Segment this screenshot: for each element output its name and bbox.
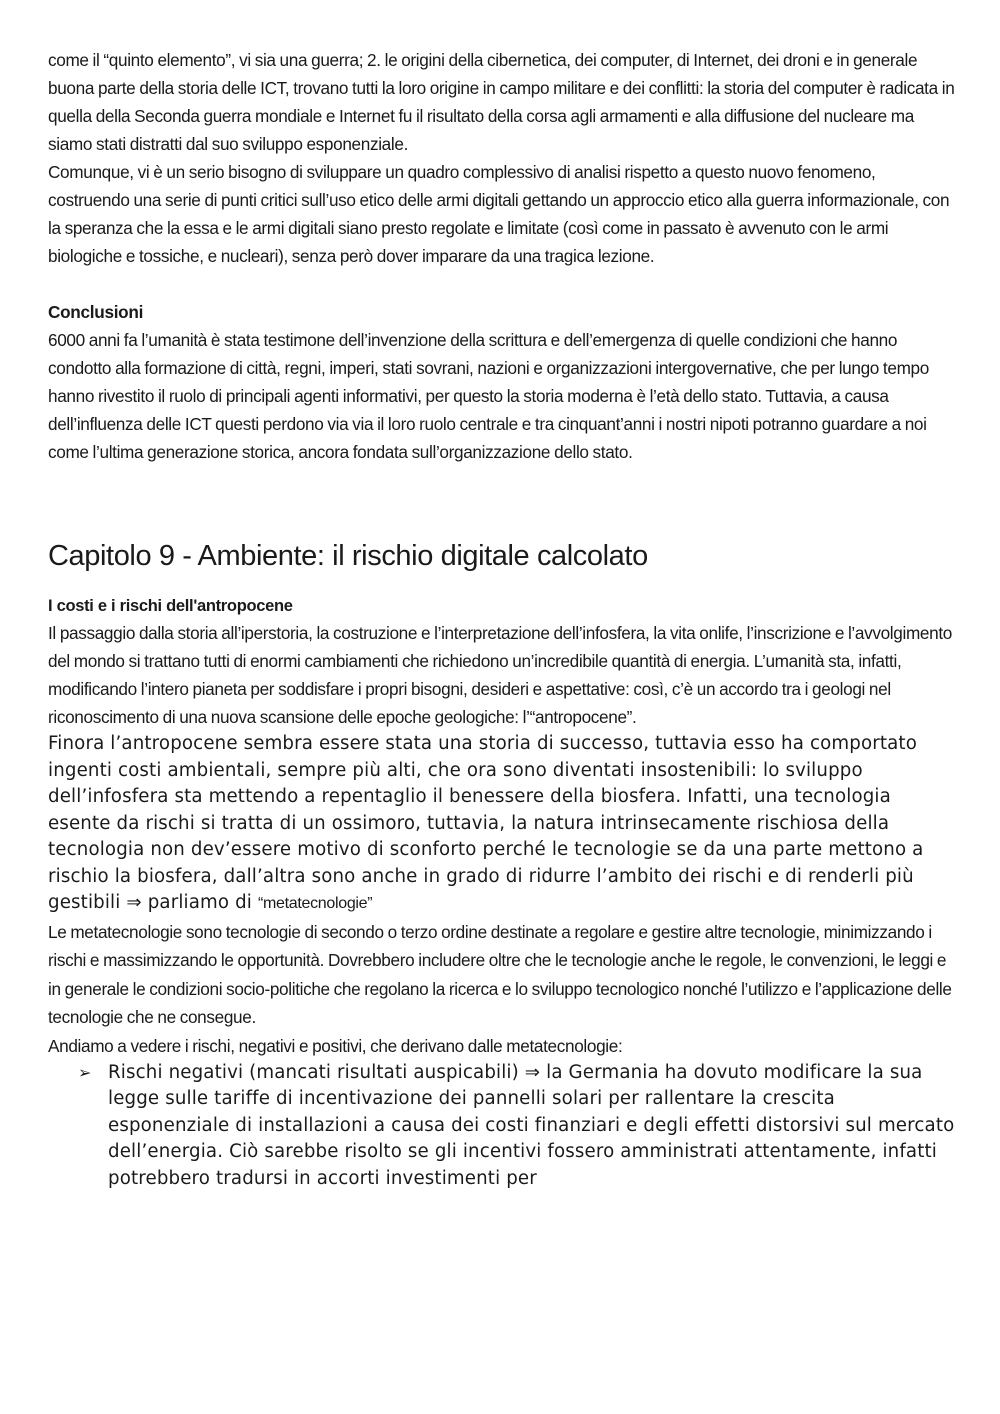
document-page [48, 46, 958, 1192]
chapter-title: Capitolo 9 - Ambiente: il rischio digitale calcolato [48, 540, 648, 572]
paragraph-origins: come il “quinto elemento”, vi sia una guerra; 2. le origini della cibernetica, dei computer, di Internet, dei droni e in generale buona parte della storia delle ICT, trovano tutti la loro origine in campo militare e dei conflitti: la storia del computer è radicata in quella della Seconda guerra mondiale e Internet fu il risultato della corsa agli armamenti e alla diffusione del nucleare ma siamo stati distratti dal suo sviluppo esponenziale. [48, 50, 955, 154]
list-item-text: Rischi negativi (mancati risultati auspicabili) ⇒ la Germania ha dovuto modificare la sua legge sulle tariffe di incentivazione dei pannelli solari per rallentare la crescita esponenziale di installazioni a causa dei costi finanziari e degli effetti distorsivi sul mercato dell’energia. Ciò sarebbe risolto se gli incentivi fossero amministrati attentamente, infatti potrebbero tradursi in accorti investimenti per [108, 1061, 955, 1189]
paragraph-andiamo: Andiamo a vedere i rischi, negativi e positivi, che derivano dalle metatecnologie: [48, 1035, 623, 1056]
paragraph-metatecnologie: Le metatecnologie sono tecnologie di secondo o terzo ordine destinate a regolare e gestire altre tecnologie, minimizzando i rischi e massimizzando le opportunità. Dovrebbero includere oltre che le tecnologie anche le regole, le convenzioni, le leggi e in generale le condizioni socio-politiche che regolano la ricerca e lo sviluppo tecnologico nonché l’utilizzo e l’applicazione delle tecnologie che ne consegue. [48, 921, 952, 1028]
paragraph-conclusioni: 6000 anni fa l’umanità è stata testimone dell’invenzione della scrittura e dell’emergenza di quelle condizioni che hanno condotto alla formazione di città, regni, imperi, stati sovrani, nazioni e organizzazioni intergovernative, che per lungo tempo hanno rivestito il ruolo di principali agenti informativi, per questo la storia moderna è l’età dello stato. Tuttavia, a causa dell’influenza delle ICT questi perdono via via il loro ruolo centrale e tra cinquant’anni i nostri nipoti potranno guardare a noi come l’ultima generazione storica, ancora fondata sull’organizzazione dello stato. [48, 330, 929, 462]
paragraph-gap [48, 270, 958, 298]
paragraph-finora-text: Finora l’antropocene sembra essere stata una storia di successo, tuttavia esso ha comportato ingenti costi ambientali, sempre più alti, che ora sono diventati insostenibili: lo sviluppo dell’infosfera sta mettendo a repentaglio il benessere della biosfera. Infatti, una tecnologia esente da rischi si tratta di un ossimoro, tuttavia, la natura intrinsecamente rischiosa della tecnologia non dev’essere motivo di sconforto perché le tecnologie se da una parte mettono a rischio la biosfera, dall’altra sono anche in grado di ridurre l’ambito dei rischi e di renderli più gestibili ⇒ parliamo di [48, 733, 924, 914]
arrow-bullet-icon: ➢ [78, 1062, 92, 1082]
subheading-antropocene: I costi e i rischi dell'antropocene [48, 597, 293, 616]
list-item-rischi-negativi [48, 1060, 958, 1193]
metatecnologie-term: “metatecnologie” [257, 895, 373, 913]
paragraph-finora [48, 731, 958, 918]
risk-list [48, 1060, 958, 1193]
paragraph-comunque: Comunque, vi è un serio bisogno di sviluppare un quadro complessivo di analisi rispetto a questo nuovo fenomeno, costruendo una serie di punti critici sull’uso etico delle armi digitali gettando un approccio etico alla guerra informazionale, con la speranza che la essa e le armi digitali siano presto regolate e limitate (così come in passato è avvenuto con le armi biologiche e tossiche, e nucleari), senza però dover imparare da una tragica lezione. [48, 162, 950, 266]
section-heading-conclusioni: Conclusioni [48, 302, 144, 322]
paragraph-passaggio: Il passaggio dalla storia all’iperstoria, la costruzione e l’interpretazione dell’infosfera, la vita onlife, l’inscrizione e l’avvolgimento del mondo si trattano tutti di enormi cambiamenti che richiedono un’incredibile quantità di energia. L’umanità sta, infatti, modificando l’intero pianeta per soddisfare i propri bisogni, desideri e aspettative: così, c’è un accordo tra i geologi nel riconoscimento di una nuova scansione delle epoche geologiche: l’“antropocene”. [48, 623, 952, 728]
